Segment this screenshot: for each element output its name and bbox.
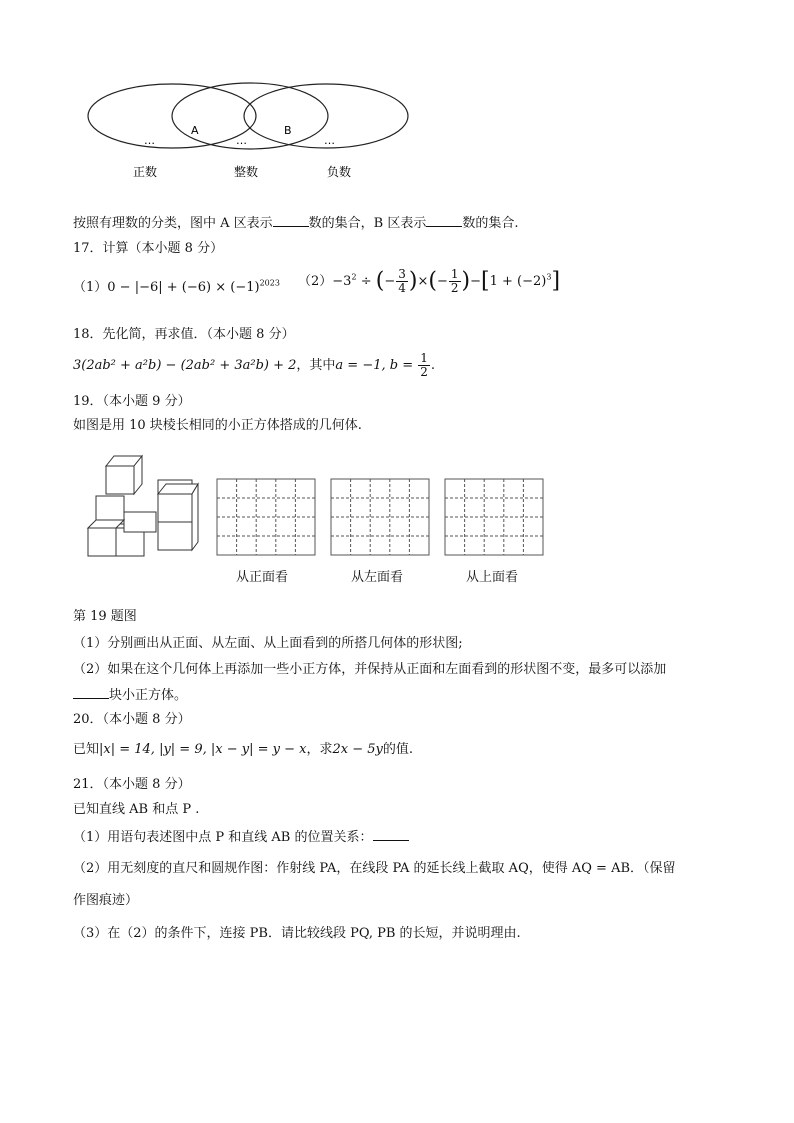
q18-title: 18．先化简，再求值．（本小题 8 分） bbox=[73, 327, 295, 342]
q16-text-1: 按照有理数的分类，图中 A 区表示 bbox=[73, 216, 273, 231]
q16-blank-b[interactable] bbox=[426, 214, 462, 227]
q20-ask: ，求 bbox=[306, 742, 333, 757]
q18-condition: a = −1, b = bbox=[335, 358, 418, 373]
q21-blank[interactable] bbox=[373, 828, 409, 841]
venn-set-integer: 整数 bbox=[234, 165, 259, 179]
q20-title: 20．（本小题 8 分） bbox=[73, 712, 191, 727]
venn-dots-left: … bbox=[144, 134, 155, 147]
venn-diagram bbox=[80, 78, 420, 188]
q19-view-front-label: 从正面看 bbox=[236, 570, 289, 585]
q19-figure-caption: 第 19 题图 bbox=[73, 609, 137, 624]
q16-blank-a[interactable] bbox=[273, 214, 309, 227]
q19-view-left-label: 从左面看 bbox=[351, 570, 404, 585]
q17-part2-tail-exp: 3 bbox=[546, 272, 552, 282]
q19-part2-b-line bbox=[73, 684, 187, 703]
q21-part1-line bbox=[73, 826, 409, 845]
q19-title: 19．（本小题 9 分） bbox=[73, 394, 191, 409]
q19-part2-b: 块小正方体。 bbox=[109, 688, 188, 703]
q17-part1 bbox=[73, 276, 280, 295]
q18-expression-line bbox=[73, 352, 435, 379]
q19-cube-figure bbox=[84, 450, 202, 562]
q19-part2-a: （2）如果在这个几何体上再添加一些小正方体，并保持从正面和左面看到的形状图不变，最多可以添加 bbox=[73, 662, 667, 677]
q21-intro: 已知直线 AB 和点 P . bbox=[73, 802, 200, 817]
q20-expression: |x| = 14, |y| = 9, |x − y| = y − x bbox=[99, 742, 307, 757]
q21-part1: （1）用语句表述图中点 P 和直线 AB 的位置关系： bbox=[73, 830, 373, 845]
q18-where: ，其中 bbox=[296, 358, 336, 373]
q18-expression: 3(2ab² + a²b) − (2ab² + 3a²b) + 2 bbox=[73, 358, 297, 373]
q17-part2: $(2)-3^2$ ÷ (− $\frac{3}{4}$ )×(− $\frac{1}{2}$ )$-[1 + (-2)^3]$ bbox=[298, 267, 561, 295]
q19-view-top-label: 从上面看 bbox=[466, 570, 519, 585]
q20-target: 2x − 5y bbox=[332, 742, 383, 757]
venn-set-negative: 负数 bbox=[327, 165, 352, 179]
q17-part2-div: ÷ bbox=[360, 274, 372, 289]
venn-dots-right: … bbox=[324, 134, 335, 147]
q17-part2-lead: −3 bbox=[332, 274, 352, 289]
q21-title: 21．（本小题 8 分） bbox=[73, 777, 191, 792]
q20-lead: 已知 bbox=[73, 742, 100, 757]
q18-frac-b: $\frac{1}{2}$ bbox=[420, 351, 428, 379]
q17-part2-tail: 1 + (−2) bbox=[489, 274, 547, 289]
q18-end: . bbox=[430, 358, 436, 373]
q21-part2-a: （2）用无刻度的直尺和圆规作图：作射线 PA，在线段 PA 的延长线上截取 AQ，使得 AQ = AB．（保留 bbox=[73, 861, 676, 876]
q17-part2-lead-exp: 2 bbox=[351, 272, 357, 282]
q21-part2-b: 作图痕迹） bbox=[73, 893, 139, 908]
venn-set-positive: 正数 bbox=[133, 165, 158, 179]
venn-label-a: A bbox=[191, 124, 199, 137]
venn-label-b: B bbox=[284, 124, 292, 137]
venn-dots-middle: … bbox=[236, 134, 247, 147]
venn-ellipse-integer bbox=[172, 83, 328, 149]
q16-text-3: 数的集合. bbox=[462, 216, 519, 231]
q17-part1-expr: 0 − |−6| + (−6) × (−1) bbox=[107, 280, 260, 295]
q19-grid-front bbox=[216, 478, 316, 556]
q19-grid-left bbox=[330, 478, 430, 556]
q19-intro: 如图是用 10 块棱长相同的小正方体搭成的几何体. bbox=[73, 418, 362, 433]
q16-text-2: 数的集合，B 区表示 bbox=[308, 216, 427, 231]
q17-title: 17．计算（本小题 8 分） bbox=[73, 241, 224, 256]
q17-part1-exponent: 2023 bbox=[259, 278, 280, 288]
q16-statement bbox=[73, 212, 518, 231]
q19-blank[interactable] bbox=[73, 686, 109, 699]
q17-frac-1-2: $\frac{1}{2}$ bbox=[450, 267, 459, 295]
q19-part1: （1）分别画出从正面、从左面、从上面看到的所搭几何体的形状图; bbox=[73, 636, 463, 651]
q21-part3: （3）在（2）的条件下，连接 PB．请比较线段 PQ, PB 的长短，并说明理由. bbox=[73, 926, 521, 941]
q17-frac-3-4: $\frac{3}{4}$ bbox=[398, 267, 406, 295]
q17-part1-label: （1） bbox=[73, 280, 108, 295]
q20-end: 的值. bbox=[382, 742, 413, 757]
q19-grid-top bbox=[444, 478, 544, 556]
q20-statement bbox=[73, 738, 413, 757]
q17-part2-label: （2） bbox=[298, 274, 333, 289]
